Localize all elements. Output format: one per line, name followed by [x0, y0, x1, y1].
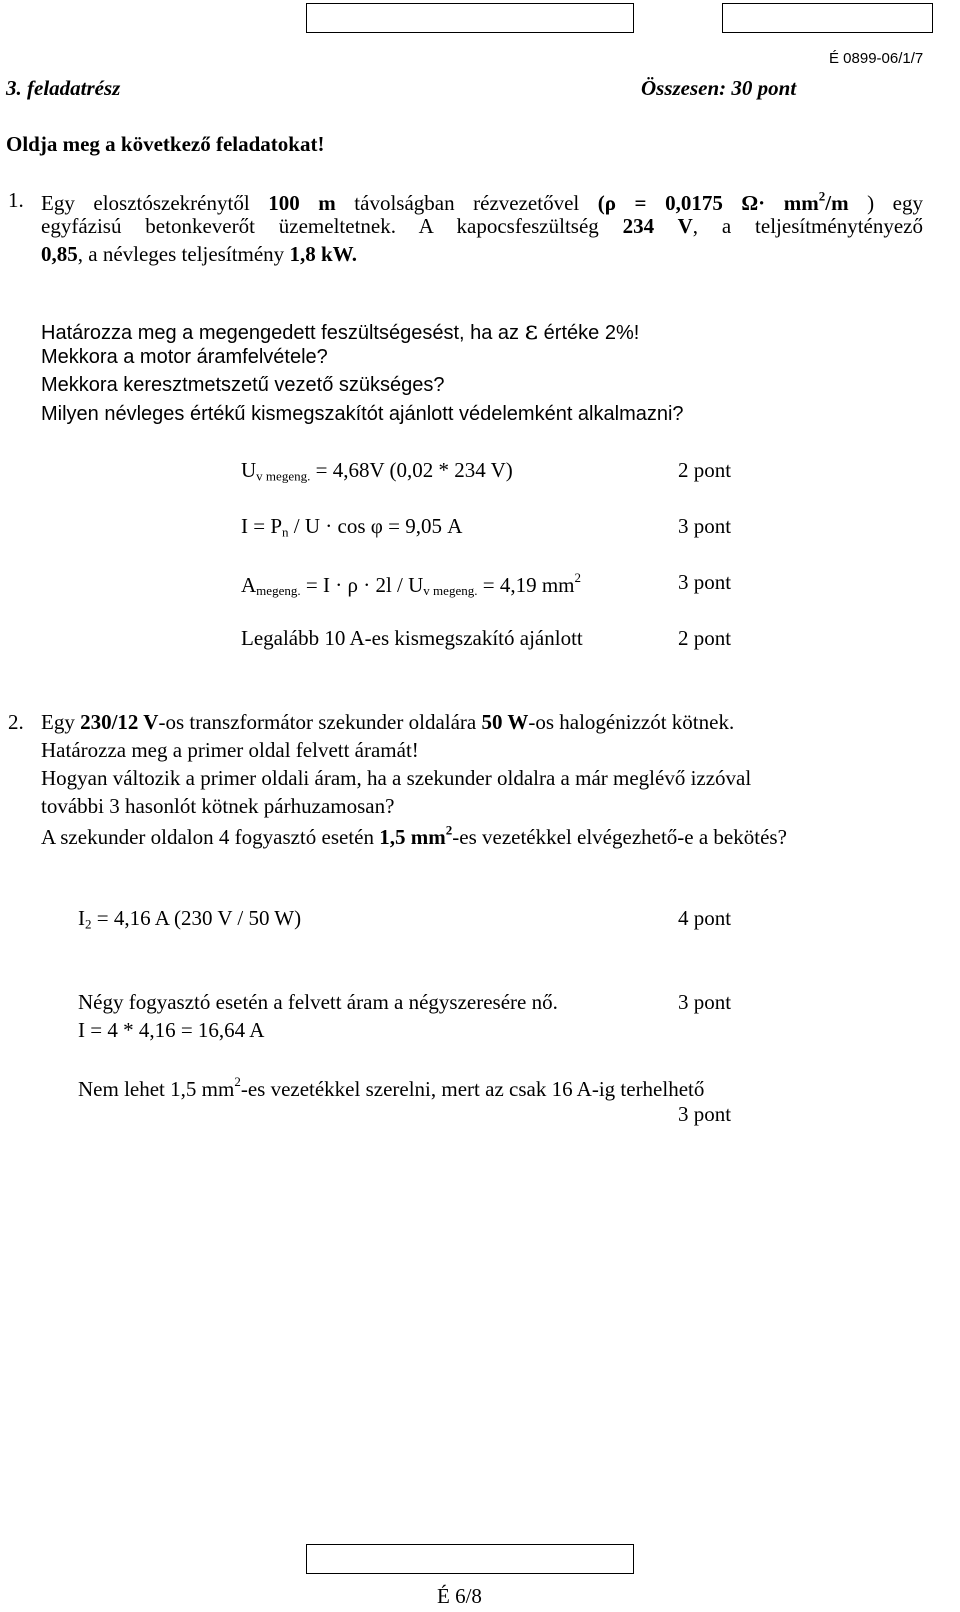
task1-line2: egyfázisú betonkeverőt üzemeltetnek. A kapocsfeszültség 234 V, a teljesítménytényező: [41, 214, 923, 238]
answer2-points-3: 3 pont: [678, 1102, 732, 1126]
task1-question-4: Milyen névleges értékű kismegszakítót ajánlott védelemként alkalmazni?: [41, 403, 684, 425]
task1-question-2: Mekkora a motor áramfelvétele?: [41, 346, 328, 368]
answer1-voltage-drop: $U_{v megeng.} = 4,68V$ (0,02 * 234 V): [241, 458, 513, 484]
answer2-points-2: 3 pont: [678, 990, 732, 1014]
answer2-four-loads: Négy fogyasztó esetén a felvett áram a négyszeresére nő.: [78, 990, 558, 1014]
epsilon-symbol: ε: [524, 316, 539, 346]
answer1-points-4: 2 pont: [678, 626, 732, 650]
document-code: É 0899-06/1/7: [829, 50, 924, 67]
score-box-left: [306, 3, 634, 33]
answer1-breaker: Legalább 10 A-es kismegszakító ajánlott: [241, 626, 583, 650]
task2-number: 2.: [8, 710, 24, 734]
answer2-secondary-current: $I_2 = 4,16$ A (230 V / 50 W): [78, 906, 302, 932]
answer1-points-1: 2 pont: [678, 458, 732, 482]
total-score: Összesen: 30 pont: [641, 76, 797, 100]
task1-number: 1.: [8, 188, 24, 212]
answer2-total-current: I = 4 * 4,16 = 16,64 A: [78, 1018, 265, 1042]
page-number: É 6/8: [437, 1584, 482, 1608]
task1-line3: 0,85, a névleges teljesítmény 1,8 kW.: [41, 242, 357, 266]
task2-line5: A szekunder oldalon 4 fogyasztó esetén 1,5 $mm^2-es$ vezetékkel elvégezhető-e a bekötés?: [41, 822, 787, 849]
answer2-points-1: 4 pont: [678, 906, 732, 930]
task1-line1: Egy elosztószekrénytől 100 m távolságban rézvezetővel (ρ = 0,0175 $\Omega\cdot mm^2/m$ ) egy: [41, 188, 923, 215]
footer-box: [306, 1544, 634, 1574]
answer1-current: $I = P_n / U \cdot \cos \varphi = 9,05$ A: [241, 514, 463, 540]
score-box-right: [722, 3, 933, 33]
task2-line2: Határozza meg a primer oldal felvett áramát!: [41, 738, 419, 762]
task1-question-1: Határozza meg a megengedett feszültségesést, ha az ε értéke 2%!: [41, 316, 640, 346]
section-title: 3. feladatrész: [6, 76, 121, 100]
answer2-conclusion: Nem lehet 1,5 $mm^2-es$ vezetékkel szerelni, mert az csak 16 A-ig terhelhető: [78, 1074, 705, 1101]
answer1-points-2: 3 pont: [678, 514, 732, 538]
answer1-points-3: 3 pont: [678, 570, 732, 594]
task2-line4: további 3 hasonlót kötnek párhuzamosan?: [41, 794, 395, 818]
task2-line1: Egy 230/12 V-os transzformátor szekunder oldalára 50 W-os halogénizzót kötnek.: [41, 710, 735, 734]
task2-line3: Hogyan változik a primer oldali áram, ha a szekunder oldalra a már meglévő izzóval: [41, 766, 752, 790]
task1-question-3: Mekkora keresztmetszetű vezető szükséges?: [41, 374, 445, 396]
instruction: Oldja meg a következő feladatokat!: [6, 132, 325, 156]
answer1-cross-section: $A_{megeng.} = I \cdot \rho \cdot 2l / U_{v megeng.} = 4,19$ $mm^2$: [241, 570, 582, 598]
